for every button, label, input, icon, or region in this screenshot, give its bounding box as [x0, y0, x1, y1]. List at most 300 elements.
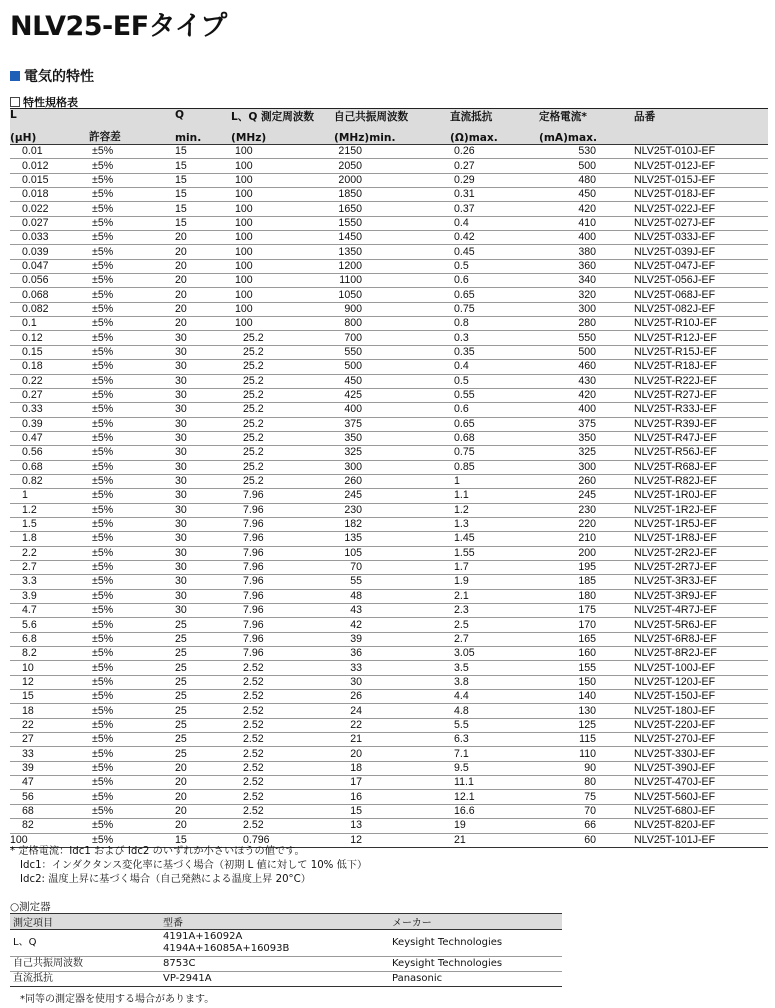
cell-tolerance: ±5% [92, 604, 114, 617]
cell-inductance: 5.6 [22, 618, 37, 631]
cell-srf: 135 [344, 532, 362, 545]
table-row [10, 231, 768, 245]
cell-freq: 100 [235, 145, 253, 158]
cell-part: NLV25T-470J-EF [634, 776, 716, 789]
cell-q: 20 [175, 819, 187, 832]
header-l: L [10, 109, 89, 128]
cell-freq: 7.96 [243, 632, 264, 645]
cell-part: NLV25T-6R8J-EF [634, 632, 717, 645]
cell-rdc: 0.6 [454, 403, 469, 416]
cell-tolerance: ±5% [92, 575, 114, 588]
cell-rdc: 19 [454, 819, 466, 832]
measurement-header [10, 914, 562, 930]
cell-tolerance: ±5% [92, 733, 114, 746]
cell-srf: 300 [344, 460, 362, 473]
cell-q: 25 [175, 675, 187, 688]
header-tolerance: 許容差 [89, 127, 175, 145]
cell-srf: 1550 [338, 216, 362, 229]
table-row [10, 503, 768, 517]
cell-inductance: 1.5 [22, 518, 37, 531]
cell-part: NLV25T-2R2J-EF [634, 546, 717, 559]
cell-tolerance: ±5% [92, 661, 114, 674]
table-row [10, 188, 768, 202]
cell-q: 20 [175, 761, 187, 774]
cell-current: 320 [578, 288, 596, 301]
table-row [10, 589, 768, 603]
cell-part: NLV25T-R56J-EF [634, 446, 717, 459]
header-rdc: 直流抵抗 [450, 109, 539, 128]
measurement-note: *同等の測定器を使用する場合があります。 [20, 994, 215, 1005]
cell-rdc: 2.5 [454, 618, 469, 631]
cell-current: 115 [579, 733, 596, 746]
cell-freq: 25.2 [243, 475, 264, 488]
cell-rdc: 0.35 [454, 345, 475, 358]
cell-q: 15 [175, 159, 187, 172]
cell-part: NLV25T-R18J-EF [634, 360, 717, 373]
meas-maker: Panasonic [392, 973, 443, 984]
cell-srf: 33 [350, 661, 362, 674]
cell-rdc: 0.65 [454, 288, 475, 301]
cell-srf: 245 [344, 489, 362, 502]
cell-inductance: 10 [22, 661, 34, 674]
cell-srf: 43 [350, 604, 362, 617]
table-row [10, 489, 768, 503]
cell-tolerance: ±5% [92, 374, 114, 387]
cell-inductance: 0.039 [22, 245, 49, 258]
cell-tolerance: ±5% [92, 819, 114, 832]
cell-inductance: 0.082 [22, 302, 49, 315]
cell-freq: 7.96 [243, 604, 264, 617]
cell-tolerance: ±5% [92, 546, 114, 559]
cell-rdc: 0.55 [454, 389, 475, 402]
cell-part: NLV25T-4R7J-EF [634, 604, 717, 617]
cell-q: 20 [175, 231, 187, 244]
cell-rdc: 1.7 [454, 561, 469, 574]
cell-tolerance: ±5% [92, 145, 114, 158]
cell-rdc: 0.31 [454, 188, 475, 201]
cell-inductance: 0.47 [22, 432, 43, 445]
cell-part: NLV25T-180J-EF [634, 704, 716, 717]
table-row [10, 317, 768, 331]
cell-freq: 2.52 [243, 690, 264, 703]
cell-inductance: 3.9 [22, 589, 37, 602]
cell-rdc: 0.27 [454, 159, 475, 172]
table-row [10, 675, 768, 689]
section-heading [10, 66, 94, 86]
meas-model: 8753C [163, 958, 196, 969]
spec-table-body [10, 145, 768, 848]
cell-q: 15 [175, 216, 187, 229]
cell-q: 30 [175, 389, 187, 402]
cell-tolerance: ±5% [92, 589, 114, 602]
table-row [10, 331, 768, 345]
cell-srf: 30 [350, 675, 362, 688]
cell-tolerance: ±5% [92, 274, 114, 287]
cell-tolerance: ±5% [92, 833, 114, 846]
cell-srf: 425 [344, 389, 362, 402]
cell-tolerance: ±5% [92, 288, 114, 301]
cell-q: 30 [175, 546, 187, 559]
cell-current: 450 [578, 188, 596, 201]
cell-inductance: 56 [22, 790, 34, 803]
table-row [10, 173, 768, 187]
cell-current: 60 [584, 833, 596, 846]
cell-part: NLV25T-R68J-EF [634, 460, 717, 473]
cell-inductance: 0.12 [22, 331, 43, 344]
cell-q: 20 [175, 302, 187, 315]
meas-item: 自己共振周波数 [13, 958, 83, 969]
cell-inductance: 0.56 [22, 446, 43, 459]
cell-rdc: 1.2 [454, 503, 469, 516]
cell-freq: 2.52 [243, 761, 264, 774]
cell-rdc: 12.1 [454, 790, 475, 803]
cell-tolerance: ±5% [92, 460, 114, 473]
cell-q: 15 [175, 833, 187, 846]
cell-tolerance: ±5% [92, 231, 114, 244]
cell-tolerance: ±5% [92, 389, 114, 402]
cell-rdc: 0.8 [454, 317, 469, 330]
spec-table [10, 108, 768, 848]
cell-current: 550 [578, 331, 596, 344]
cell-tolerance: ±5% [92, 561, 114, 574]
cell-current: 260 [578, 475, 596, 488]
cell-inductance: 2.7 [22, 561, 37, 574]
cell-part: NLV25T-1R2J-EF [634, 503, 717, 516]
table-row [10, 718, 768, 732]
cell-srf: 1350 [338, 245, 362, 258]
header-unit-part [634, 127, 768, 145]
cell-part: NLV25T-220J-EF [634, 718, 716, 731]
cell-q: 15 [175, 202, 187, 215]
cell-rdc: 0.4 [454, 360, 469, 373]
cell-q: 25 [175, 647, 187, 660]
cell-inductance: 0.68 [22, 460, 43, 473]
meas-model [160, 930, 389, 957]
cell-part: NLV25T-150J-EF [634, 690, 716, 703]
cell-srf: 105 [344, 546, 362, 559]
cell-tolerance: ±5% [92, 159, 114, 172]
cell-part: NLV25T-R15J-EF [634, 345, 717, 358]
cell-part: NLV25T-5R6J-EF [634, 618, 717, 631]
cell-inductance: 0.22 [22, 374, 43, 387]
cell-rdc: 9.5 [454, 761, 469, 774]
table-row [10, 388, 768, 402]
page-title: NLV25-EFタイプ [10, 11, 227, 42]
cell-freq: 100 [235, 259, 253, 272]
cell-srf: 375 [344, 417, 362, 430]
cell-rdc: 0.29 [454, 173, 475, 186]
cell-q: 30 [175, 417, 187, 430]
cell-freq: 2.52 [243, 776, 264, 789]
cell-freq: 2.52 [243, 661, 264, 674]
cell-part: NLV25T-390J-EF [634, 761, 716, 774]
cell-part: NLV25T-R33J-EF [634, 403, 717, 416]
cell-tolerance: ±5% [92, 532, 114, 545]
cell-freq: 0.796 [243, 833, 270, 846]
cell-inductance: 6.8 [22, 632, 37, 645]
cell-rdc: 1.9 [454, 575, 469, 588]
cell-freq: 100 [235, 188, 253, 201]
meas-model-line: 4194A+16085A+16093B [163, 943, 290, 954]
table-row [10, 460, 768, 474]
cell-tolerance: ±5% [92, 776, 114, 789]
cell-q: 30 [175, 432, 187, 445]
cell-current: 80 [584, 776, 596, 789]
table-row [10, 747, 768, 761]
cell-inductance: 68 [22, 804, 34, 817]
cell-tolerance: ±5% [92, 188, 114, 201]
cell-current: 460 [578, 360, 596, 373]
cell-freq: 7.96 [243, 546, 264, 559]
cell-current: 420 [578, 389, 596, 402]
header-part: 品番 [634, 109, 768, 128]
cell-srf: 36 [350, 647, 362, 660]
cell-q: 25 [175, 690, 187, 703]
cell-part: NLV25T-1R0J-EF [634, 489, 717, 502]
cell-freq: 7.96 [243, 532, 264, 545]
cell-tolerance: ±5% [92, 317, 114, 330]
cell-part: NLV25T-330J-EF [634, 747, 716, 760]
cell-q: 30 [175, 503, 187, 516]
cell-tolerance: ±5% [92, 475, 114, 488]
cell-current: 140 [578, 690, 596, 703]
cell-current: 110 [579, 747, 596, 760]
cell-rdc: 0.37 [454, 202, 475, 215]
cell-freq: 100 [235, 245, 253, 258]
header-unit-current: (mA)max. [539, 127, 634, 145]
cell-tolerance: ±5% [92, 489, 114, 502]
cell-freq: 100 [235, 216, 253, 229]
table-row [10, 661, 768, 675]
cell-srf: 2000 [338, 173, 362, 186]
cell-current: 125 [578, 718, 596, 731]
measurement-row [10, 972, 562, 987]
cell-inductance: 18 [22, 704, 34, 717]
cell-current: 160 [578, 647, 596, 660]
cell-tolerance: ±5% [92, 632, 114, 645]
table-row [10, 819, 768, 833]
cell-freq: 100 [235, 302, 253, 315]
header-freq: L、Q 測定周波数 [231, 109, 334, 128]
spec-header-top [10, 109, 768, 128]
cell-current: 420 [578, 202, 596, 215]
cell-rdc: 0.85 [454, 460, 475, 473]
cell-freq: 100 [235, 231, 253, 244]
cell-inductance: 12 [22, 675, 34, 688]
cell-current: 230 [578, 503, 596, 516]
cell-inductance: 0.012 [22, 159, 49, 172]
cell-inductance: 2.2 [22, 546, 37, 559]
cell-rdc: 0.42 [454, 231, 475, 244]
cell-q: 25 [175, 718, 187, 731]
cell-inductance: 0.018 [22, 188, 49, 201]
cell-inductance: 15 [22, 690, 34, 703]
cell-current: 155 [578, 661, 596, 674]
cell-srf: 260 [344, 475, 362, 488]
cell-q: 20 [175, 776, 187, 789]
cell-part: NLV25T-082J-EF [634, 302, 716, 315]
cell-q: 30 [175, 345, 187, 358]
header-unit-rdc: (Ω)max. [450, 127, 539, 145]
cell-inductance: 0.01 [22, 145, 43, 158]
cell-q: 25 [175, 632, 187, 645]
cell-inductance: 0.068 [22, 288, 49, 301]
cell-current: 75 [584, 790, 596, 803]
cell-current: 300 [578, 302, 596, 315]
cell-part: NLV25T-027J-EF [634, 216, 716, 229]
cell-freq: 7.96 [243, 503, 264, 516]
cell-q: 30 [175, 331, 187, 344]
cell-current: 90 [584, 761, 596, 774]
cell-q: 30 [175, 475, 187, 488]
cell-srf: 230 [344, 503, 362, 516]
table-row [10, 345, 768, 359]
note-line: Idc1：インダクタンス変化率に基づく場合（初期 L 値に対して 10% 低下） [20, 860, 368, 871]
table-row [10, 546, 768, 560]
cell-inductance: 0.33 [22, 403, 43, 416]
cell-tolerance: ±5% [92, 331, 114, 344]
cell-q: 15 [175, 145, 187, 158]
cell-freq: 25.2 [243, 417, 264, 430]
cell-current: 340 [578, 274, 596, 287]
cell-srf: 15 [350, 804, 362, 817]
cell-current: 300 [578, 460, 596, 473]
cell-freq: 2.52 [243, 790, 264, 803]
cell-rdc: 2.1 [454, 589, 469, 602]
cell-srf: 12 [350, 833, 362, 846]
cell-tolerance: ±5% [92, 790, 114, 803]
header-blank [89, 109, 175, 128]
cell-freq: 2.52 [243, 733, 264, 746]
cell-rdc: 0.68 [454, 432, 475, 445]
cell-srf: 22 [350, 718, 362, 731]
cell-srf: 1050 [338, 288, 362, 301]
cell-inductance: 3.3 [22, 575, 37, 588]
cell-part: NLV25T-R22J-EF [634, 374, 717, 387]
cell-tolerance: ±5% [92, 675, 114, 688]
cell-q: 30 [175, 589, 187, 602]
subsection-box-icon [10, 97, 20, 107]
cell-freq: 7.96 [243, 575, 264, 588]
cell-current: 70 [584, 804, 596, 817]
cell-rdc: 0.3 [454, 331, 469, 344]
cell-current: 375 [578, 417, 596, 430]
cell-inductance: 1.2 [22, 503, 37, 516]
cell-part: NLV25T-R27J-EF [634, 389, 717, 402]
table-row [10, 632, 768, 646]
table-row [10, 790, 768, 804]
table-row [10, 403, 768, 417]
meas-maker: Keysight Technologies [392, 958, 503, 969]
cell-tolerance: ±5% [92, 804, 114, 817]
cell-freq: 7.96 [243, 618, 264, 631]
table-row [10, 159, 768, 173]
cell-inductance: 0.033 [22, 231, 49, 244]
cell-current: 150 [578, 675, 596, 688]
cell-rdc: 1.45 [454, 532, 475, 545]
table-row [10, 302, 768, 316]
cell-srf: 800 [344, 317, 362, 330]
table-row [10, 704, 768, 718]
cell-part: NLV25T-015J-EF [634, 173, 716, 186]
cell-rdc: 11.1 [454, 776, 474, 789]
cell-part: NLV25T-3R9J-EF [634, 589, 717, 602]
subsection-label: 特性規格表 [23, 96, 78, 109]
cell-tolerance: ±5% [92, 432, 114, 445]
cell-rdc: 0.5 [454, 259, 469, 272]
cell-inductance: 1.8 [22, 532, 37, 545]
cell-part: NLV25T-010J-EF [634, 145, 716, 158]
cell-q: 15 [175, 188, 187, 201]
cell-srf: 182 [344, 518, 362, 531]
cell-freq: 7.96 [243, 489, 264, 502]
cell-q: 20 [175, 245, 187, 258]
cell-rdc: 2.7 [454, 632, 469, 645]
cell-srf: 325 [344, 446, 362, 459]
cell-current: 210 [578, 532, 596, 545]
cell-freq: 2.52 [243, 718, 264, 731]
cell-q: 30 [175, 460, 187, 473]
cell-rdc: 1.1 [454, 489, 469, 502]
meas-header-maker: メーカー [389, 914, 562, 930]
cell-inductance: 8.2 [22, 647, 37, 660]
cell-current: 500 [578, 345, 596, 358]
cell-tolerance: ±5% [92, 761, 114, 774]
cell-rdc: 1.55 [454, 546, 475, 559]
cell-current: 350 [578, 432, 596, 445]
cell-tolerance: ±5% [92, 417, 114, 430]
table-row [10, 761, 768, 775]
cell-freq: 25.2 [243, 389, 264, 402]
cell-q: 20 [175, 790, 187, 803]
cell-tolerance: ±5% [92, 345, 114, 358]
table-row [10, 733, 768, 747]
cell-srf: 700 [344, 331, 362, 344]
header-srf: 自己共振周波数 [334, 109, 450, 128]
table-row [10, 360, 768, 374]
table-row [10, 604, 768, 618]
cell-inductance: 0.18 [22, 360, 43, 373]
header-unit-l: (μH) [10, 127, 89, 145]
cell-q: 30 [175, 446, 187, 459]
cell-rdc: 0.4 [454, 216, 469, 229]
cell-tolerance: ±5% [92, 518, 114, 531]
meas-item: L、Q [13, 937, 37, 948]
cell-inductance: 4.7 [22, 604, 37, 617]
cell-freq: 7.96 [243, 518, 264, 531]
table-row [10, 216, 768, 230]
cell-srf: 21 [350, 733, 362, 746]
cell-part: NLV25T-068J-EF [634, 288, 716, 301]
section-square-icon [10, 71, 20, 81]
cell-q: 25 [175, 618, 187, 631]
cell-inductance: 0.056 [22, 274, 49, 287]
cell-tolerance: ±5% [92, 647, 114, 660]
cell-current: 360 [578, 259, 596, 272]
cell-tolerance: ±5% [92, 690, 114, 703]
cell-part: NLV25T-680J-EF [634, 804, 716, 817]
cell-inductance: 0.1 [22, 317, 37, 330]
cell-part: NLV25T-560J-EF [634, 790, 716, 803]
cell-freq: 7.96 [243, 561, 264, 574]
cell-srf: 48 [350, 589, 362, 602]
table-row [10, 804, 768, 818]
cell-freq: 100 [235, 159, 253, 172]
cell-srf: 70 [350, 561, 362, 574]
cell-freq: 25.2 [243, 331, 264, 344]
cell-q: 30 [175, 518, 187, 531]
cell-tolerance: ±5% [92, 259, 114, 272]
